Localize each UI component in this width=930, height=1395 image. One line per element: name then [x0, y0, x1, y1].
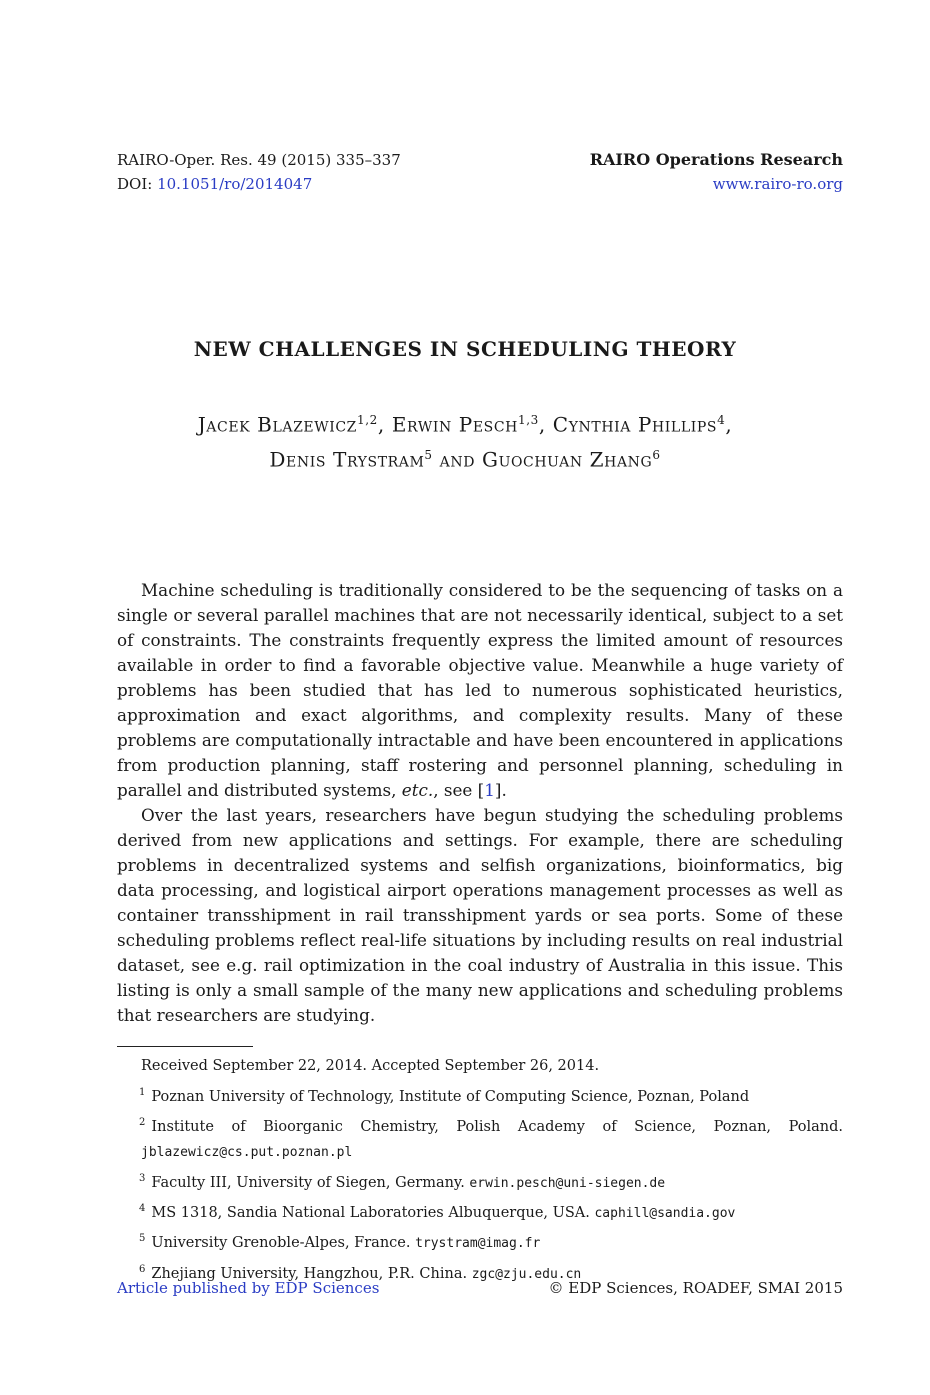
paper-title: NEW CHALLENGES IN SCHEDULING THEORY	[193, 337, 737, 361]
author-name: Jacek Blazewicz	[197, 412, 357, 437]
author-name: Guochuan Zhang	[482, 447, 653, 472]
received-note: Received September 22, 2014. Accepted September 26, 2014.	[141, 1058, 600, 1074]
paragraph-2: Over the last years, researchers have begun studying the scheduling problems derived from new applications and settings. For example, there are scheduling problems in decentralized systems and selfish organizations, bioinformatics, big data processing, and logistical airport operations management processes as well as container transshipment in rail transshipment yards or sea ports. Some of these scheduling problems reflect real-life situations by including results on real industrial dataset, see e.g. rail optimization in the coal industry of Australia in this issue. This listing is only a small sample of the many new applications and scheduling problems that researchers are studying.	[117, 805, 843, 1025]
author-affiliation: 1,3	[517, 413, 539, 427]
author-separator: ,	[377, 412, 385, 437]
footnote-2	[117, 1110, 843, 1166]
see-text: , see [	[433, 780, 485, 800]
footnote-email[interactable]: caphill@sandia.gov	[594, 1205, 736, 1221]
footnote-text: Institute of Bioorganic Chemistry, Polish Academy of Science, Poznan, Poland.	[151, 1118, 843, 1135]
footnote-number: 1	[139, 1086, 146, 1098]
author-list	[0, 405, 930, 474]
author-conjunction: and	[439, 447, 476, 472]
footnote-1	[117, 1080, 843, 1110]
etc-text: etc.	[401, 780, 434, 800]
author-separator: ,	[725, 412, 733, 437]
footnote-number: 6	[139, 1263, 146, 1275]
footnote-text: Zhejiang University, Hangzhou, P.R. China.	[151, 1265, 468, 1282]
footnote-5	[117, 1226, 843, 1256]
doi-line	[117, 172, 401, 196]
journal-name: RAIRO Operations Research	[589, 150, 843, 169]
author-line-2	[0, 440, 930, 475]
author-name: Denis Trystram	[269, 447, 425, 472]
publisher-link[interactable]: Article published by EDP Sciences	[117, 1279, 380, 1297]
author-name: Erwin Pesch	[391, 412, 518, 437]
copyright-notice: © EDP Sciences, ROADEF, SMAI 2015	[548, 1279, 843, 1297]
author-affiliation: 6	[652, 447, 661, 462]
footnote-number: 2	[139, 1116, 146, 1128]
footnote-number: 5	[139, 1233, 146, 1245]
footnote-text: University Grenoble-Alpes, France.	[151, 1235, 411, 1252]
footnote-rule	[117, 1046, 253, 1047]
reference-link-1[interactable]: 1	[484, 780, 495, 800]
footnote-text: Poznan University of Technology, Institute of Computing Science, Poznan, Poland	[151, 1088, 750, 1105]
body-text	[117, 578, 843, 1028]
footnote-email[interactable]: erwin.pesch@uni-siegen.de	[469, 1175, 666, 1191]
footnote-email[interactable]: zgc@zju.edu.cn	[471, 1266, 582, 1282]
footnote-4	[117, 1196, 843, 1226]
footnotes	[117, 1054, 843, 1287]
footnote-3	[117, 1166, 843, 1196]
paragraph-1	[117, 578, 843, 803]
footnote-number: 3	[139, 1172, 146, 1184]
citation-line: RAIRO-Oper. Res. 49 (2015) 335–337	[117, 151, 401, 169]
author-separator: ,	[538, 412, 546, 437]
author-affiliation: 5	[424, 447, 433, 462]
doi-label: DOI:	[117, 175, 153, 193]
footnote-email[interactable]: jblazewicz@cs.put.poznan.pl	[141, 1145, 353, 1161]
paragraph-1-end: ].	[494, 780, 507, 800]
footnote-email[interactable]: trystram@imag.fr	[415, 1236, 541, 1252]
footnote-text: MS 1318, Sandia National Laboratories Albuquerque, USA.	[151, 1204, 590, 1221]
header-left	[117, 148, 401, 196]
footnote-text: Faculty III, University of Siegen, Germany.	[151, 1174, 465, 1191]
author-affiliation: 1,2	[356, 413, 378, 427]
author-affiliation: 4	[717, 413, 726, 427]
author-line-1	[0, 405, 930, 440]
footnote-number: 4	[139, 1202, 146, 1214]
doi-link[interactable]: 10.1051/ro/2014047	[157, 175, 313, 193]
author-name: Cynthia Phillips	[552, 412, 718, 437]
journal-url-link[interactable]: www.rairo-ro.org	[712, 175, 843, 193]
header-right	[590, 148, 843, 196]
paragraph-1-text: Machine scheduling is traditionally considered to be the sequencing of tasks on a single or several parallel machines that are not necessarily identical, subject to a set of constraints. The constraints frequently express the limited amount of resources available in order to find a favorable objective value. Meanwhile a huge variety of problems has been studied that has led to numerous sophisticated heuristics, approximation and exact algorithms, and complexity results. Many of these problems are computationally intractable and have been encountered in applications from production planning, staff rostering and personnel planning, scheduling in parallel and distributed systems,	[117, 580, 843, 800]
